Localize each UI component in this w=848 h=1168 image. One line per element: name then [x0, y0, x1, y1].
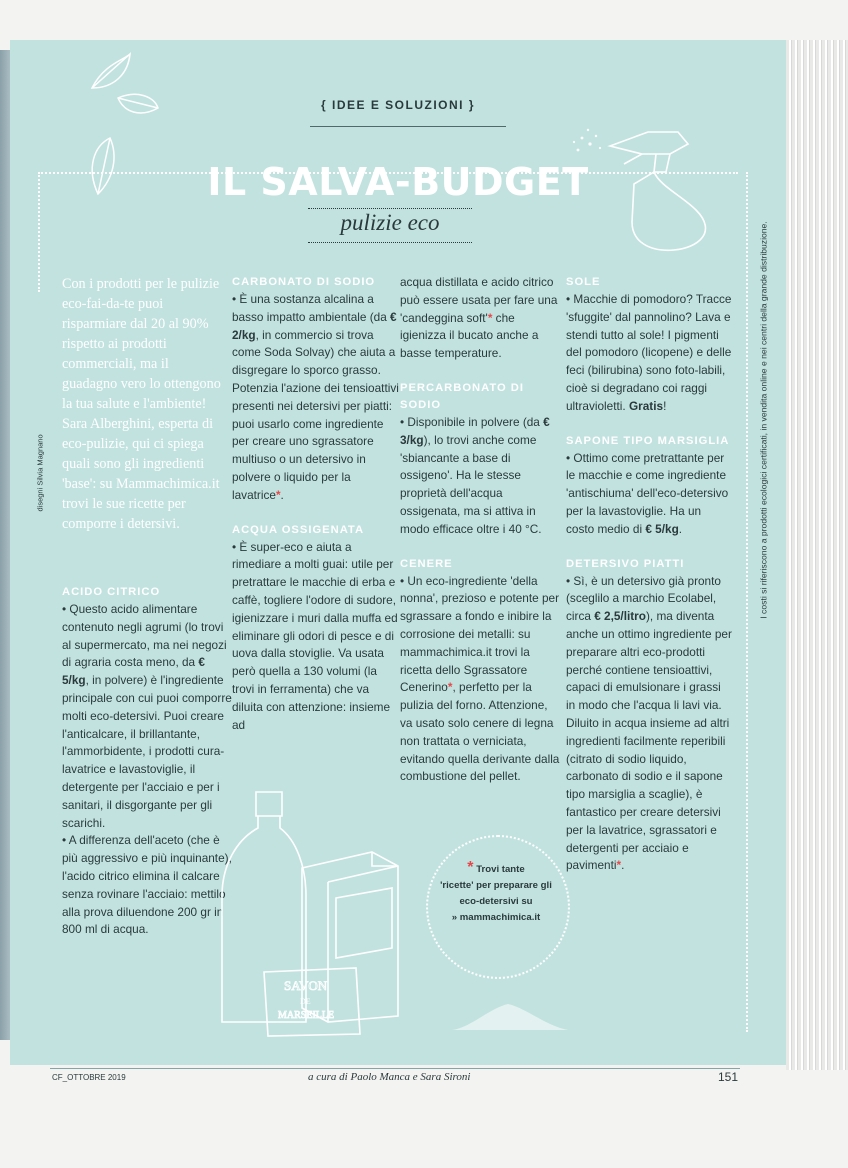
intro-paragraph: Con i prodotti per le pulizie eco-fai-da-te puoi risparmiare dal 20 al 90% rispetto ai prodotti commerciali, ma il guadagno vero lo ottengono la tua salute e l'ambiente! Sara Alberghini, esperta di eco-pulizie, qui ci spiega quali sono gli ingredienti 'base': su Mammachimica.it trovi le sue ricette per comporre i detersivi.: [62, 276, 221, 532]
content-frame-right: [746, 172, 748, 1032]
acido-paragraph-2: • A differenza dell'aceto (che è più aggressivo e più inquinante), l'acido citrico elimina il calcare senza rovinare l'acciaio: mettilo alla prova diluendone 200 gr in 800 ml di acqua.: [62, 833, 232, 937]
callout-asterisk: *: [467, 859, 474, 876]
section-heading-sole: SOLE: [566, 276, 601, 288]
percarbonato-paragraph: • Disponibile in polvere (da € 3/kg), lo trovi anche come 'sbiancante a base di ossigeno'. Ha le stesse proprietà dell'acqua ossigenata, ma si attiva in modo efficace oltre i 40 °C.: [400, 414, 550, 536]
section-heading-sapone: SAPONE TIPO MARSIGLIA: [566, 434, 730, 447]
acido-paragraph-1: • Questo acido alimentare contenuto negli agrumi (lo trovi al supermercato, ma nei negozi di agraria costa meno, da € 5/kg, in polvere) è l'ingrediente principale con cui puoi comporre molti eco-detersivi. Puoi creare l'anticalcare, il brillantante, l'ammorbidente, i prodotti cura-lavatrice e lavastoviglie, il detergente per l'acciaio e per i sanitari, il disgorgante per gli scarichi.: [62, 602, 232, 830]
acqua-paragraph: • È super-eco e aiuta a rimediare a molti guai: utile per pretrattare le macchie di erba e caffè, togliere l'odore di sudore, igienizzare i muri dalla muffa ed eliminare gli odori di pesce e di uova dalla stoviglie. Va usata però quella a 130 volumi (la trovi in ferramenta) che va diluita con attenzione: insieme ad: [232, 539, 398, 732]
callout-link[interactable]: » mammachimica.it: [451, 912, 541, 923]
page-title: IL SALVA-BUDGET: [207, 160, 589, 204]
column-acido-citrico: [62, 584, 232, 939]
soap-label-line3: MARSEILLE: [278, 1010, 335, 1021]
subtitle-rule-bottom: [308, 242, 472, 243]
cenere-paragraph: • Un eco-ingrediente 'della nonna', prezioso e potente per sgrassare a fondo e inibire la corrosione dei metalli: su mammachimica.it trovi la ricetta dello Sgrassatore Cenerino*, perfetto per la pulizia del forno. Attenzione, va usato solo cenere di legna non trattata o verniciata, evitando quella derivante dalla combustione del pellet.: [400, 573, 560, 784]
sole-paragraph: • Macchie di pomodoro? Tracce 'sfuggite' dal pannolino? Lava e stendi tutto al sole! I pigmenti del pomodoro (licopene) e delle feci (bilirubina) sono foto-labili, cioè si degradano coi raggi ultravioletti. Gratis!: [566, 292, 732, 413]
magazine-page: [10, 40, 786, 1084]
recipes-callout: * Trovi tante 'ricette' per preparare gli eco-detersivi su » mammachimica.it: [428, 860, 564, 926]
ash-pile-illustration: [450, 998, 570, 1032]
section-heading-cenere: CENERE: [400, 557, 453, 570]
column-sole: [566, 274, 732, 875]
column-percarbonato: [400, 274, 560, 786]
section-heading-acqua-ossigenata: ACQUA OSSIGENATA: [232, 523, 365, 536]
column-carbonato: [232, 274, 400, 734]
illustration-credit: disegni Silvia Magnano: [35, 434, 45, 512]
section-kicker: { IDEE E SOLUZIONI }: [320, 98, 476, 112]
soap-label-line2: DE: [300, 997, 311, 1006]
sapone-paragraph: • Ottimo come pretrattante per le macchie e come ingrediente 'antischiuma' dell'eco-detersivo per la lavastoviglie. Ha un costo medio di € 5/kg.: [566, 450, 729, 536]
detergent-bottles-illustration: [216, 786, 416, 1026]
kicker-divider: [310, 126, 506, 127]
magazine-spine: [786, 40, 848, 1070]
page-subtitle: pulizie eco: [340, 210, 440, 235]
soap-label-line1: SAVON: [284, 978, 328, 993]
subtitle-rule-top: [308, 208, 472, 209]
footer-credits: a cura di Paolo Manca e Sara Sironi: [308, 1071, 471, 1083]
section-heading-percarbonato: PERCARBONATO DI SODIO: [400, 381, 524, 411]
price-note: I costi si riferiscono a prodotti ecologici certificati, in vendita online e nei centri della grande distribuzione.: [758, 221, 769, 619]
section-heading-detersivo-piatti: DETERSIVO PIATTI: [566, 557, 685, 570]
carbonato-paragraph: • È una sostanza alcalina a basso impatto ambientale (da € 2/kg, in commercio si trova come Soda Solvay) che aiuta a disgregare lo sporco grasso. Potenzia l'azione dei tensioattivi presenti nei detersivi per piatti: puoi usarlo come ingrediente per creare uno sgrassatore multiuso o un detersivo in polvere o liquido per la lavatrice*.: [232, 292, 399, 502]
footer-rule: [50, 1068, 740, 1069]
section-heading-carbonato: CARBONATO DI SODIO: [232, 276, 376, 288]
footer-issue: CF_OTTOBRE 2019: [52, 1073, 126, 1082]
page-number: 151: [718, 1070, 739, 1084]
section-heading-acido-citrico: ACIDO CITRICO: [62, 586, 161, 598]
piatti-paragraph: • Sì, è un detersivo già pronto (sceglilo a marchio Ecolabel, circa € 2,5/litro), ma diventa anche un ottimo ingrediente per preparare altri eco-prodotti perché contiene tensioattivi, capaci di emulsionare i grassi in modo che l'acqua li lavi via. Diluito in acqua insieme ad altri ingredienti facilmente reperibili (citrato di sodio liquido, carbonato di sodio e il sapone tipo marsiglia a scaglie), è fantastico per creare detersivi per la lavatrice, sgrassatori e detergenti per acciaio e pavimenti*.: [566, 573, 732, 873]
acqua-continued-paragraph: acqua distillata e acido citrico può essere usata per fare una 'candeggina soft'* che igienizza il bucato anche a basse temperature.: [400, 275, 558, 361]
